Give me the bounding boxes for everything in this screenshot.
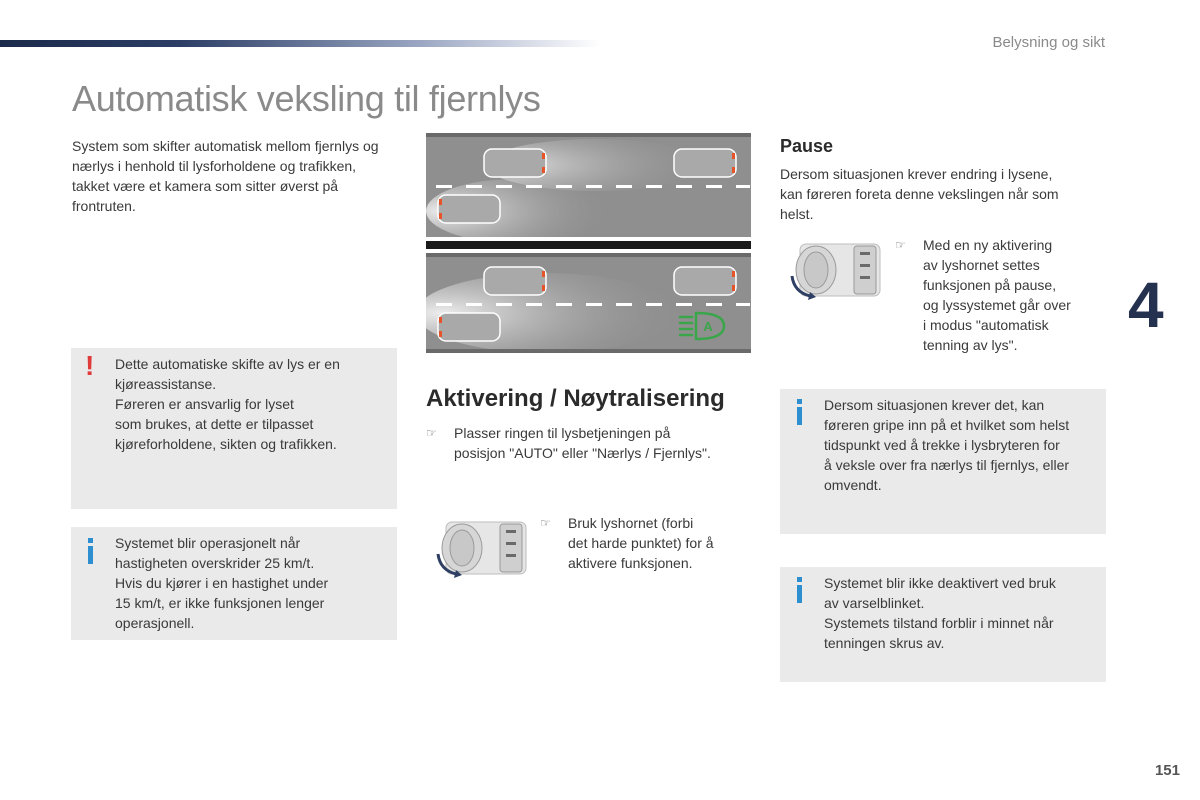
page-number: 151 <box>1154 762 1180 779</box>
info-text-manual-override: Dersom situasjonen krever det, kan føreren gripe inn på et hvilket som helst tidspunkt ved å trekke i lysbryteren for å veksle over fra nærlys til fjernlys, eller omvendt. <box>824 397 1070 493</box>
bullet-hand-icon: ☞ <box>426 426 437 440</box>
info-text-memory: Systemet blir ikke deaktivert ved bruk av varselblinket. Systemets tilstand forblir i minnet når tenningen skrus av. <box>824 575 1056 651</box>
info-box-manual-override <box>780 389 1106 534</box>
info-box-speed <box>71 527 397 640</box>
activation-step-2: Bruk lyshornet (forbi det harde punktet) for å aktivere funksjonen. <box>568 515 714 571</box>
warning-icon: ! <box>85 350 95 381</box>
light-stalk-illustration <box>782 240 886 302</box>
svg-text:A: A <box>703 319 713 334</box>
info-text-speed: Systemet blir operasjonelt når hastigheten overskrider 25 km/t. Hvis du kjører i en hastighet under 15 km/t, er ikke funksjonen lenger operasjonell. <box>115 535 329 631</box>
chapter-number: 4 <box>1128 269 1164 341</box>
page-title: Automatisk veksling til fjernlys <box>72 78 541 119</box>
info-box-memory <box>780 567 1106 682</box>
activation-heading: Aktivering / Nøytralisering <box>426 385 725 412</box>
pause-text: Dersom situasjonen krever endring i lysene, kan føreren foreta denne vekslingen når som helst. <box>780 166 1059 222</box>
pause-step: Med en ny aktivering av lyshornet settes funksjonen på pause, og lyssystemet går over i modus "automatisk tenning av lys". <box>923 237 1071 353</box>
bullet-hand-icon: ☞ <box>895 238 906 252</box>
bullet-hand-icon: ☞ <box>540 516 551 530</box>
intro-text: System som skifter automatisk mellom fjernlys og nærlys i henhold til lysforholdene og trafikken, takket være et kamera som sitter øverst på frontruten. <box>72 138 379 214</box>
light-stalk-illustration <box>428 518 532 580</box>
activation-step-1: Plasser ringen til lysbetjeningen på posisjon "AUTO" eller "Nærlys / Fjernlys". <box>454 425 711 461</box>
header-accent-bar <box>0 40 600 47</box>
warning-text: Dette automatiske skifte av lys er en kjøreassistanse. Føreren er ansvarlig for lyset som brukes, at dette er tilpasset kjøreforholdene, sikten og trafikken. <box>115 356 340 452</box>
section-title: Belysning og sikt <box>992 34 1105 51</box>
warning-box <box>71 348 397 509</box>
road-illustration <box>426 133 751 353</box>
pause-heading: Pause <box>780 136 834 156</box>
